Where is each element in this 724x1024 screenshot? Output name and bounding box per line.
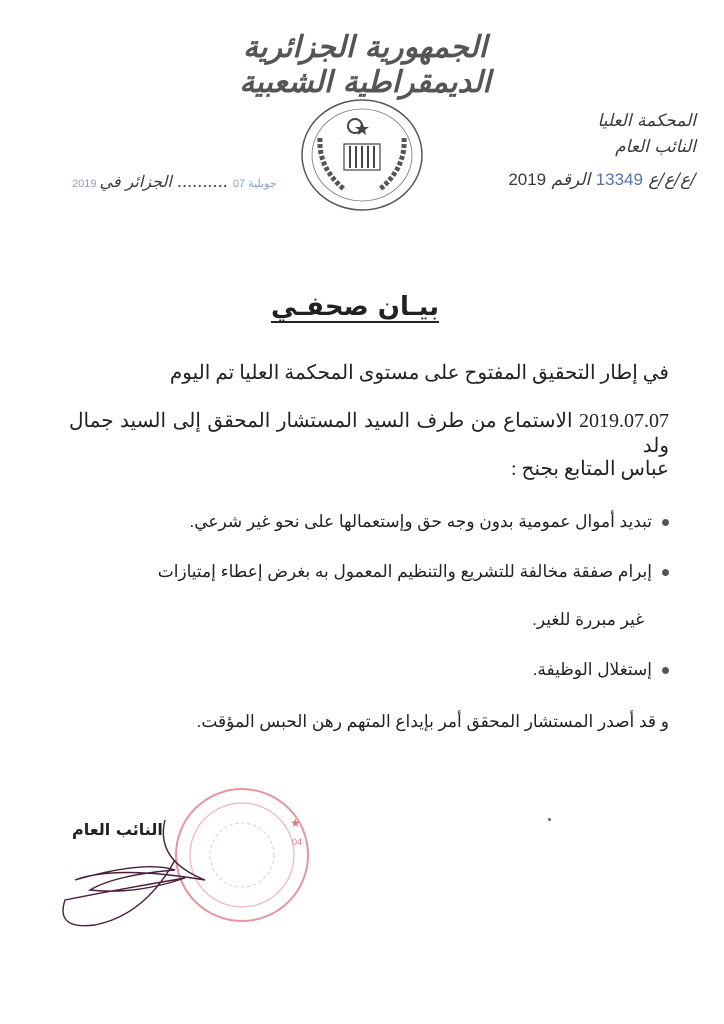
charge-text: إبرام صفقة مخالفة للتشريع والتنظيم المعمول به بغرض إعطاء إمتيازات [157,562,652,581]
bullet-icon [662,519,669,526]
country-title: الجمهورية الجزائرية الديمقراطية الشعبية [239,30,491,100]
closing-statement: و قد أصدر المستشار المحقق أمر بإيداع المتهم رهن الحبس المؤقت. [196,712,669,731]
place-dots: .......... [176,172,228,191]
supreme-court-seal [300,98,424,212]
laurel-left-icon [320,138,345,190]
charge-item [189,512,669,532]
stray-mark [548,818,551,821]
paragraph-3: عباس المتابع بجنح : [510,458,669,480]
court-name: المحكمة العليا [597,111,696,131]
paragraph-2: 2019.07.07 الاستماع من طرف السيد المستشار المحقق إلى السيد جمال ولد [69,410,669,457]
document-title: بيـان صحفـي [270,292,440,322]
bullet-icon [662,569,669,576]
stamp-star-icon: ★ [290,816,301,830]
office-name: النائب العام [615,137,696,157]
signature-mark [55,820,265,930]
ref-year: 2019 [508,170,547,189]
reference-line [508,170,696,190]
laurel-right-icon [379,138,404,190]
charge-text: تبديد أموال عمومية بدون وجه حق وإستعمالها على نحو غير شرعي. [189,512,652,531]
signatory-title: النائب العام [72,820,163,839]
charge-item [533,660,669,680]
place-label: الجزائر في [99,172,172,191]
issuer-block [598,108,696,160]
ref-label: الرقم [551,170,591,190]
charge-item [158,562,669,582]
charge-continuation: غير مبررة للغير. [532,610,644,629]
ref-number: 13349 [595,170,643,189]
date-stamp: 2019 جويلية 07 [72,178,277,190]
ref-code: /ع/ع/ع [648,170,696,190]
svg-text:04: 04 [292,837,303,847]
bullet-icon [662,667,669,674]
charge-text: إستغلال الوظيفة. [532,660,652,679]
paragraph-1: في إطار التحقيق المفتوح على مستوى المحكمة العليا تم اليوم [169,362,669,384]
place-date-line [72,172,283,191]
